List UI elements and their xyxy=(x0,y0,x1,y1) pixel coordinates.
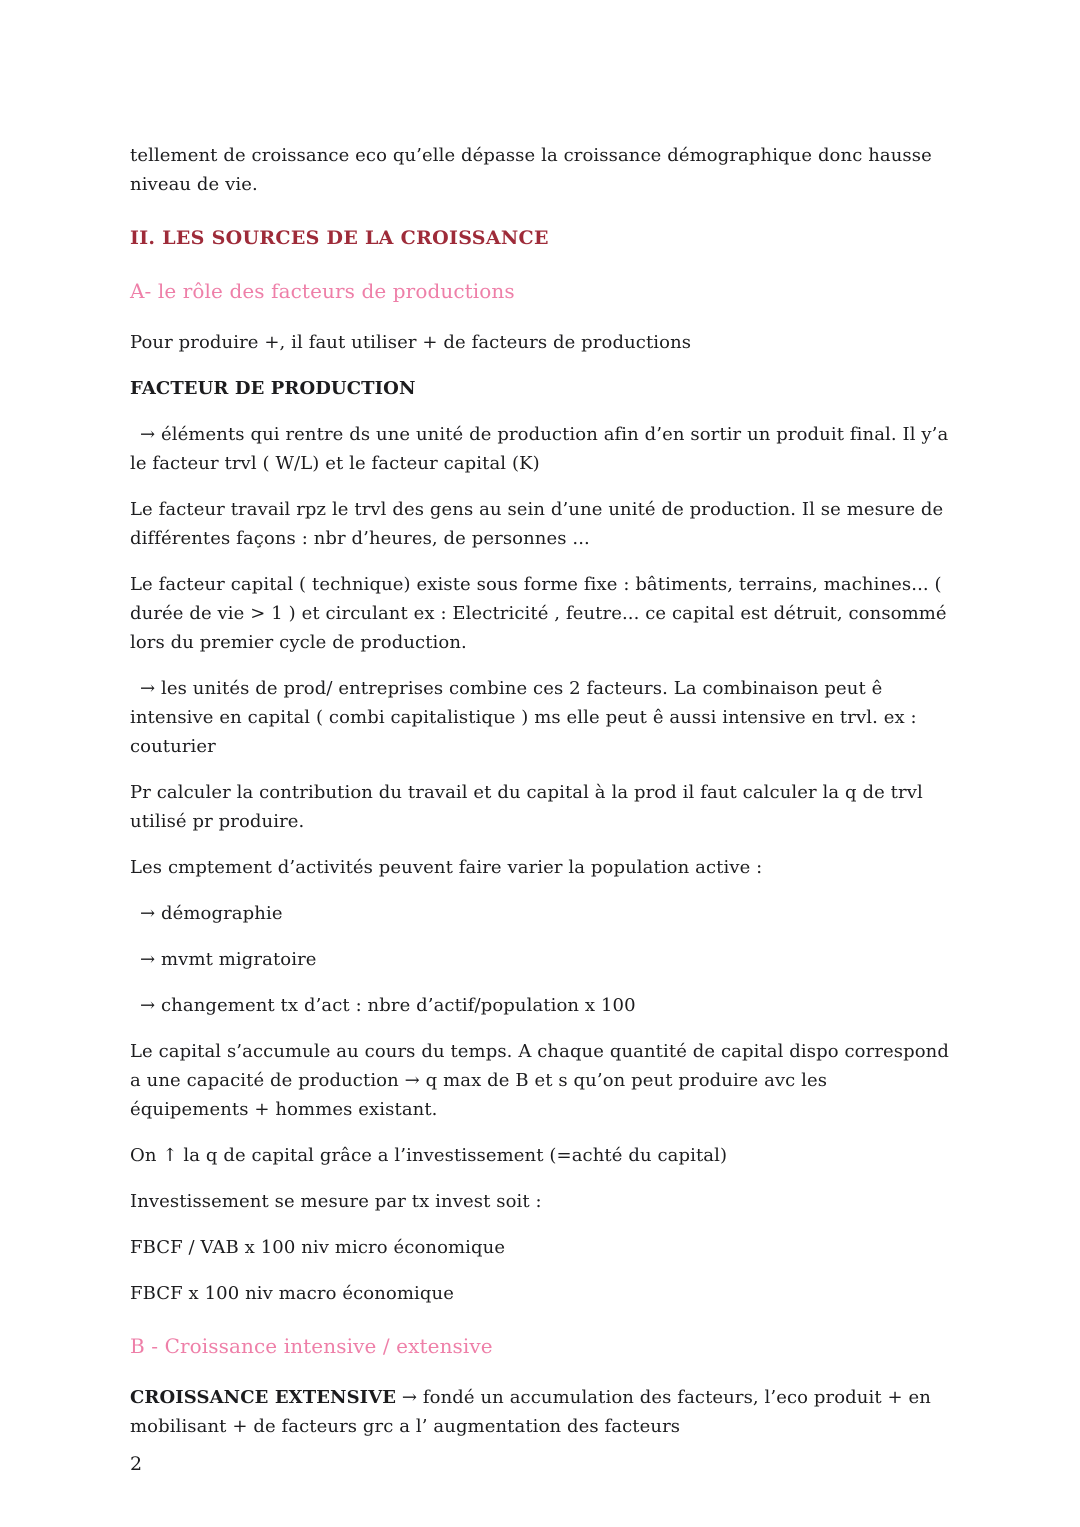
section-heading: II. LES SOURCES DE LA CROISSANCE xyxy=(130,227,549,249)
paragraph: tellement de croissance eco qu’elle dépasse la croissance démographique donc hausse niveau de vie. xyxy=(130,145,932,195)
paragraph: Pour produire +, il faut utiliser + de facteurs de productions xyxy=(130,332,692,353)
paragraph: FBCF x 100 niv macro économique xyxy=(130,1283,454,1304)
paragraph: Les cmptement d’activités peuvent faire varier la population active : xyxy=(130,857,763,878)
paragraph: → changement tx d’act : nbre d’actif/population x 100 xyxy=(140,995,636,1016)
paragraph-bold-term: FACTEUR DE PRODUCTION xyxy=(130,378,416,399)
paragraph: Investissement se mesure par tx invest soit : xyxy=(130,1191,542,1212)
subsection-heading: A- le rôle des facteurs de productions xyxy=(130,279,515,303)
paragraph: FBCF / VAB x 100 niv micro économique xyxy=(130,1237,506,1258)
paragraph xyxy=(130,1383,950,1441)
page-number: 2 xyxy=(130,1453,143,1475)
text-run: → fondé un accumulation des facteurs, l’eco produit + en mobilisant + de facteurs grc a l’ augmentation des facteurs xyxy=(130,1387,931,1437)
paragraph: → mvmt migratoire xyxy=(140,949,317,970)
paragraph: → éléments qui rentre ds une unité de production afin d’en sortir un produit final. Il y’a le facteur trvl ( W/L) et le facteur capital (K) xyxy=(130,424,949,474)
bold-term: CROISSANCE EXTENSIVE xyxy=(130,1387,397,1408)
paragraph: On ↑ la q de capital grâce a l’investissement (=achté du capital) xyxy=(130,1145,728,1166)
paragraph: → les unités de prod/ entreprises combine ces 2 facteurs. La combinaison peut ê intensive en capital ( combi capitalistique ) ms elle peut ê aussi intensive en trvl. ex : couturier xyxy=(130,678,917,757)
paragraph: → démographie xyxy=(140,903,283,924)
paragraph: Pr calculer la contribution du travail et du capital à la prod il faut calculer la q de trvl utilisé pr produire. xyxy=(130,782,923,832)
document-content xyxy=(130,141,950,1441)
paragraph: Le facteur capital ( technique) existe sous forme fixe : bâtiments, terrains, machines... ( durée de vie > 1 ) et circulant ex : Electricité , feutre... ce capital est détruit, consommé lors du premier cycle de production. xyxy=(130,574,947,653)
paragraph: Le facteur travail rpz le trvl des gens au sein d’une unité de production. Il se mesure de différentes façons : nbr d’heures, de personnes ... xyxy=(130,499,944,549)
subsection-heading: B - Croissance intensive / extensive xyxy=(130,1334,493,1358)
paragraph: Le capital s’accumule au cours du temps. A chaque quantité de capital dispo correspond a une capacité de production → q max de B et s qu’on peut produire avc les équipements + hommes existant. xyxy=(130,1041,949,1120)
